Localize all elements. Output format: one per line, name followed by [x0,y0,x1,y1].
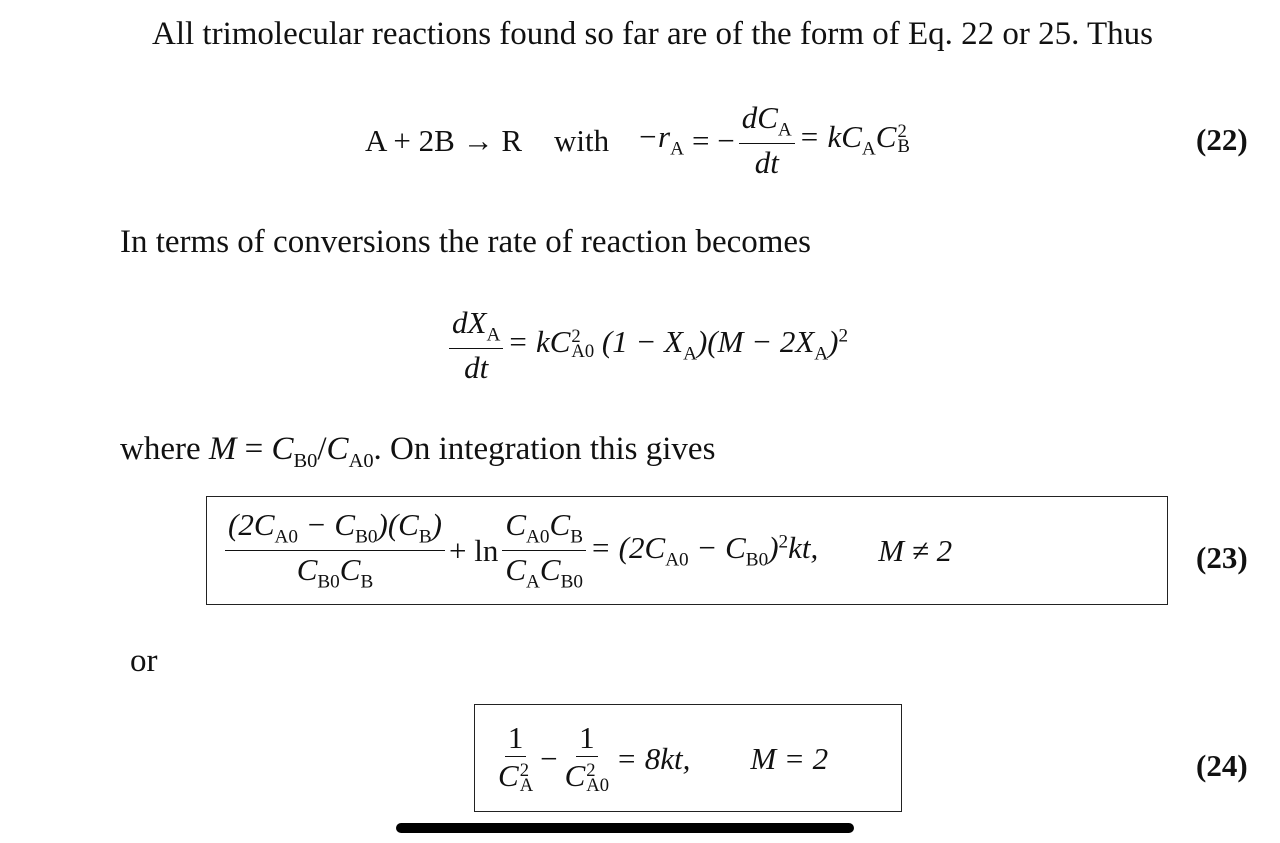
where-paragraph: where $M = C_{B0}/C_{A0}$. On integration this gives [120,431,716,472]
equation-conversion [445,305,848,385]
equation-23-box [206,496,1168,605]
reaction-formula: A + 2B → R [365,122,523,158]
eq24-rhs: = 8kt, [616,740,691,776]
eq23-first-fraction: $\frac{(2C_{A0} - C_{B0})(C_B)}{C_{B0}C_B}$ [225,509,445,591]
eq24-minus: − [540,740,558,776]
eq23-rhs: = $(2C_{A0} - C_{B0})^2kt$, [590,529,819,571]
rate-law-rhs: = $kC_AC$ 2 B [798,119,910,160]
equation-number-22: (22) [1196,122,1248,157]
equals-minus: = − [692,122,735,158]
intro-paragraph: All trimolecular reactions found so far are of the form of Eq. 22 or 25. Thus [152,16,1154,52]
eq24-fraction-ca0: 1 C 2 A0 [564,720,610,796]
home-indicator-bar[interactable] [396,823,854,833]
equation-24-box [474,704,902,812]
derivative-fraction: $\frac{dC_A}{dt}$ [739,102,795,178]
equation-24 [491,705,828,811]
or-word: or [130,643,158,679]
plus-ln: + ln [448,533,499,568]
eq24-condition: M = 2 [750,740,829,776]
dxa-dt-fraction: $\frac{dX_A}{dt}$ [449,307,503,383]
rate-term: $-r_A$ [637,119,684,160]
equation-number-24: (24) [1196,748,1248,783]
conversion-paragraph: In terms of conversions the rate of reaction becomes [120,224,811,260]
equation-23 [221,497,952,604]
equation-number-23: (23) [1196,540,1248,575]
conversion-rhs: = kC 2 A0 $(1 - X_A)(M - 2X_A)^2$ [507,324,849,365]
eq23-log-fraction: $\frac{C_{A0}C_B}{C_AC_{B0}}$ [502,509,586,591]
with-word: with [554,122,610,158]
eq24-fraction-ca: 1 C 2 A [498,720,534,796]
equation-22 [365,100,910,180]
eq23-condition: M ≠ 2 [878,533,953,568]
